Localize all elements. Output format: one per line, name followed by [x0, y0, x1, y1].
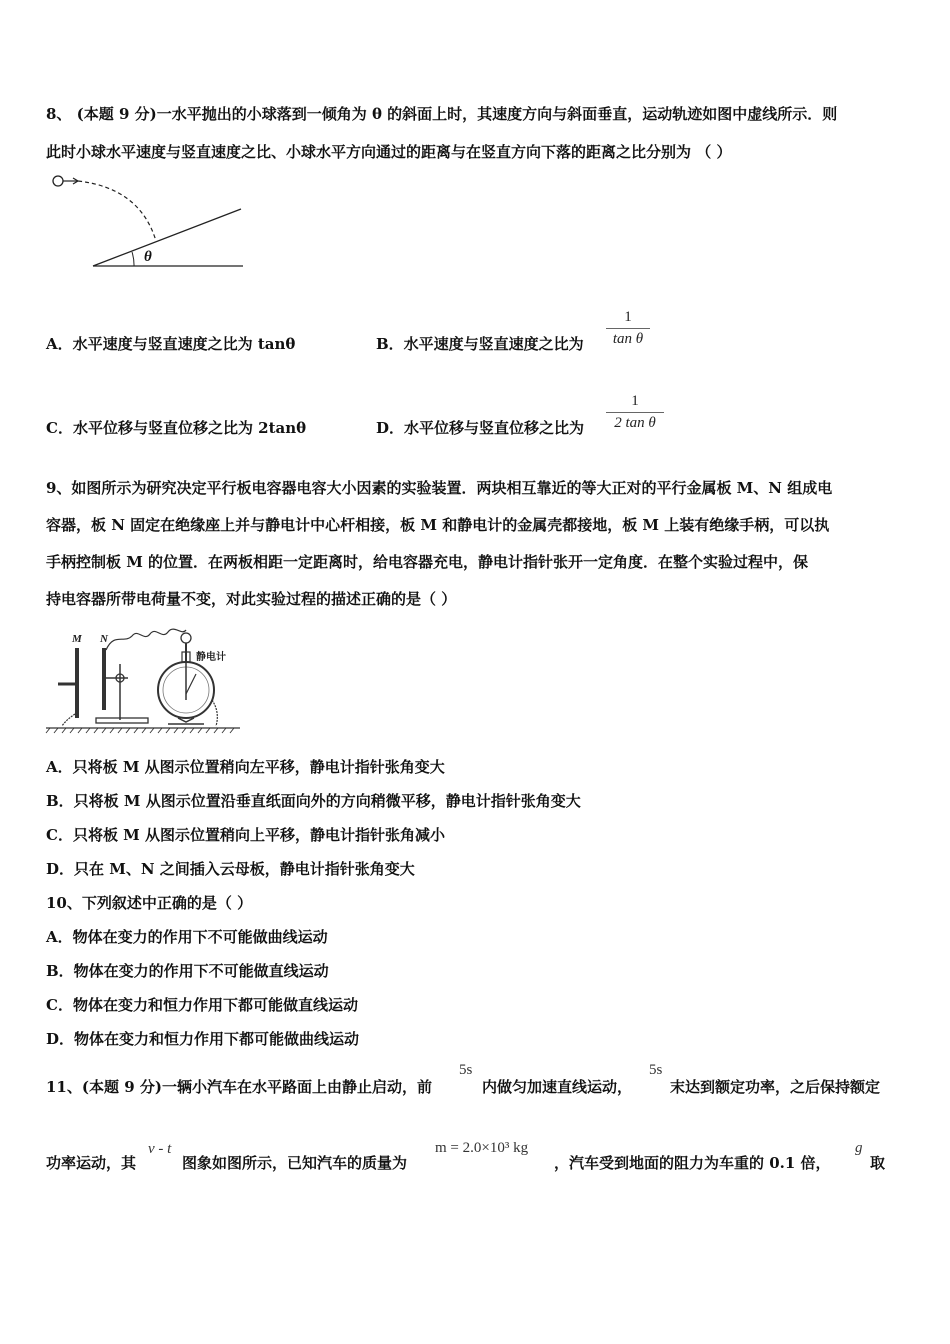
q9-stem-line3: 手柄控制板 M 的位置．在两板相距一定距离时，给电容器充电，静电计指针张开一定角度．在整个实验过程中，保 — [46, 553, 809, 571]
q10-stem: 10、下列叙述中正确的是（ ） — [46, 894, 253, 912]
electrometer-needle — [186, 674, 196, 694]
q10-option-b: B．物体在变力的作用下不可能做直线运动 — [46, 962, 329, 980]
q11-line1-part3: 末达到额定功率，之后保持额定 — [670, 1078, 881, 1096]
fraction-numerator: 1 — [631, 393, 639, 409]
angle-arc — [132, 252, 134, 266]
electrometer-knob — [181, 633, 191, 643]
q9-capacitor-figure — [44, 622, 244, 734]
q11-mass-value: m = 2.0×10³ kg — [435, 1140, 529, 1156]
q9-option-c: C．只将板 M 从图示位置稍向上平移，静电计指针张角减小 — [46, 826, 445, 844]
q11-line2-part4: 功率运动，其 — [46, 1154, 137, 1172]
q11-line2-part7: 取 — [870, 1154, 886, 1172]
q9-stem-line4: 持电容器所带电荷量不变，对此实验过程的描述正确的是（ ） — [46, 590, 457, 608]
q8-option-d-fraction — [606, 393, 664, 432]
q11-line1-part2: 内做匀加速直线运动， — [482, 1078, 633, 1096]
q11-time-1: 5s — [459, 1062, 473, 1078]
q8-option-b: B．水平速度与竖直速度之比为 — [376, 335, 584, 353]
incline-line — [93, 209, 241, 266]
q10-option-d: D．物体在变力和恒力作用下都可能做曲线运动 — [46, 1030, 360, 1048]
q8-incline-figure — [48, 168, 248, 273]
q8-option-a: A．水平速度与竖直速度之比为 tanθ — [46, 335, 296, 353]
fraction-denominator: tan θ — [612, 331, 644, 347]
q11-line1-part1: 11、(本题 9 分)一辆小汽车在水平路面上由静止启动，前 — [46, 1078, 432, 1096]
plate-m — [75, 648, 79, 718]
q8-option-d: D．水平位移与竖直位移之比为 — [376, 419, 585, 437]
q11-time-2: 5s — [649, 1062, 663, 1078]
q8-option-b-fraction — [606, 309, 650, 348]
fraction-denominator: 2 tan θ — [614, 415, 656, 431]
theta-label: θ — [144, 249, 152, 265]
label-n: N — [100, 633, 108, 645]
ball-icon — [53, 176, 63, 186]
q8-option-c: C．水平位移与竖直位移之比为 2tanθ — [46, 419, 307, 437]
q9-stem-line2: 容器，板 N 固定在绝缘座上并与静电计中心杆相接，板 M 和静电计的金属壳都接地，板 M 上装有绝缘手柄，可以执 — [46, 516, 830, 534]
label-electrometer: 静电计 — [196, 652, 226, 663]
q11-g-symbol: g — [855, 1140, 863, 1156]
q8-stem-line1: 8、 (本题 9 分)一水平抛出的小球落到一倾角为 θ 的斜面上时，其速度方向与斜面垂直，运动轨迹如图中虚线所示．则 — [46, 105, 838, 123]
q9-option-a: A．只将板 M 从图示位置稍向左平移，静电计指针张角变大 — [46, 758, 445, 776]
q11-line2-part6: ，汽车受到地面的阻力为车重的 0.1 倍， — [554, 1154, 831, 1172]
label-m: M — [72, 633, 82, 645]
q10-option-a: A．物体在变力的作用下不可能做曲线运动 — [46, 928, 328, 946]
stand-base — [96, 718, 148, 723]
plate-n — [102, 648, 106, 710]
q10-option-c: C．物体在变力和恒力作用下都可能做直线运动 — [46, 996, 358, 1014]
trajectory-dashed — [78, 181, 156, 241]
q9-stem-line1: 9、如图所示为研究决定平行板电容器电容大小因素的实验装置．两块相互靠近的等大正对的平行金属板 M、N 组成电 — [46, 479, 833, 497]
q8-stem-line2: 此时小球水平速度与竖直速度之比、小球水平方向通过的距离与在竖直方向下落的距离之比分别为 （ ） — [46, 143, 732, 161]
fraction-numerator: 1 — [624, 309, 632, 325]
q9-option-b: B．只将板 M 从图示位置沿垂直纸面向外的方向稍微平移，静电计指针张角变大 — [46, 792, 581, 810]
q9-option-d: D．只在 M、N 之间插入云母板，静电计指针张角变大 — [46, 860, 415, 878]
connecting-wire — [106, 629, 186, 650]
q11-vt-symbol: v - t — [148, 1141, 172, 1157]
q11-line2-part5: 图象如图所示，已知汽车的质量为 — [182, 1154, 408, 1172]
